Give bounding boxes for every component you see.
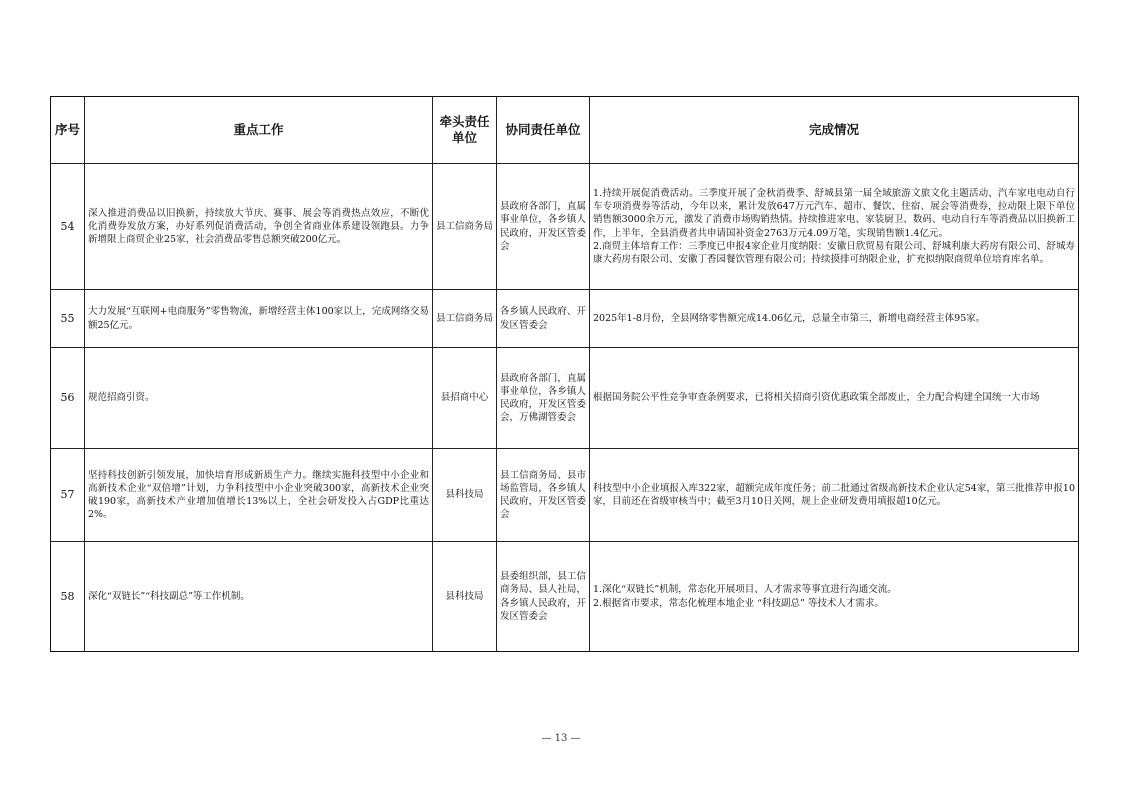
row-number: 58 — [51, 542, 85, 652]
page-number: — 13 — — [541, 733, 581, 744]
status-line: 2025年1-8月份，全县网络零售额完成14.06亿元，总量全市第三，新增电商经营主体95家。 — [593, 312, 986, 324]
header-task: 重点工作 — [85, 97, 433, 164]
status-line: 1.持续开展促消费活动。三季度开展了金秋消费季、舒城县第一届全域旅游文旅文化主题活动、汽车家电电动自行车专项消费券等活动，今年以来，累计发放647万元汽车、超市、餐饮、住宿、展会等消费券，拉动限上限下单位销售额3000余万元，激发了消费市场购销热情。持续推进家电、家装厨卫、数码、电动自行车等消费品以旧换新工作，上半年，全县消费者共申请国补资金2763万元4.09万笔，实现销售额1.4亿元。 — [593, 188, 1075, 239]
lead-unit-cell: 县工信商务局 — [433, 164, 497, 290]
row-number: 54 — [51, 164, 85, 290]
status-cell — [590, 290, 1079, 348]
header-lead-unit: 牵头责任单位 — [433, 97, 497, 164]
lead-unit-cell: 县科技局 — [433, 542, 497, 652]
status-cell — [590, 542, 1079, 652]
status-cell — [590, 348, 1079, 449]
task-cell: 坚持科技创新引领发展，加快培育形成新质生产力。继续实施科技型中小企业和高新技术企业“双倍增”计划，力争科技型中小企业突破300家，高新技术企业突破190家，高新技术产业增加值增长13%以上，全社会研发投入占GDP比重达2%。 — [85, 449, 433, 542]
row-number: 56 — [51, 348, 85, 449]
header-status: 完成情况 — [590, 97, 1079, 164]
task-cell: 大力发展“互联网+电商服务”零售物流，新增经营主体100家以上，完成网络交易额25亿元。 — [85, 290, 433, 348]
task-cell: 深入推进消费品以旧换新，持续放大节庆、赛事、展会等消费热点效应，不断优化消费券发放方案，办好系列促消费活动，争创全省商业体系建设领跑县。力争新增限上商贸企业25家，社会消费品零售总额突破200亿元。 — [85, 164, 433, 290]
coop-unit-cell: 县政府各部门，直属事业单位，各乡镇人民政府，开发区管委会，万佛湖管委会 — [497, 348, 590, 449]
status-line: 2.根据省市要求，常态化梳理本地企业 “科技副总” 等技术人才需求。 — [593, 597, 884, 609]
lead-unit-cell: 县工信商务局 — [433, 290, 497, 348]
table-row — [51, 449, 1079, 542]
status-line: 1.深化“双链长”机制，常态化开展项目、人才需求等事宜进行沟通交流。 — [593, 584, 897, 596]
header-no: 序号 — [51, 97, 85, 164]
lead-unit-cell: 县科技局 — [433, 449, 497, 542]
coop-unit-cell: 县委组织部，县工信商务局、县人社局，各乡镇人民政府，开发区管委会 — [497, 542, 590, 652]
status-line: 2.商贸主体培育工作：三季度已申报4家企业月度纳限：安徽日欣贸易有限公司、舒城利康大药房有限公司、舒城寿康大药房有限公司、安徽丁香园餐饮管理有限公司；持续摸排可纳限企业，扩充拟纳限商贸单位培育库名单。 — [593, 240, 1075, 265]
table-header-row — [51, 97, 1079, 164]
lead-unit-cell: 县招商中心 — [433, 348, 497, 449]
row-number: 57 — [51, 449, 85, 542]
status-line: 科技型中小企业填报入库322家，超额完成年度任务；前二批通过省级高新技术企业认定54家，第三批推荐申报10家，目前还在省级审核当中；截至3月10日关网，规上企业研发费用填报超10亿元。 — [593, 482, 1075, 507]
table-row — [51, 290, 1079, 348]
work-progress-table — [50, 96, 1079, 652]
table-row — [51, 348, 1079, 449]
status-cell — [590, 164, 1079, 290]
row-number: 55 — [51, 290, 85, 348]
table-row — [51, 164, 1079, 290]
table-row — [51, 542, 1079, 652]
task-cell: 规范招商引资。 — [85, 348, 433, 449]
task-cell: 深化“双链长”“科技副总”等工作机制。 — [85, 542, 433, 652]
coop-unit-cell: 县政府各部门，直属事业单位，各乡镇人民政府，开发区管委会 — [497, 164, 590, 290]
status-cell — [590, 449, 1079, 542]
status-line: 根据国务院公平性竞争审查条例要求，已将相关招商引资优惠政策全部废止，全力配合构建全国统一大市场 — [593, 392, 1040, 404]
header-coop-unit: 协同责任单位 — [497, 97, 590, 164]
coop-unit-cell: 各乡镇人民政府、开发区管委会 — [497, 290, 590, 348]
coop-unit-cell: 县工信商务局、县市场监管局，各乡镇人民政府，开发区管委会 — [497, 449, 590, 542]
